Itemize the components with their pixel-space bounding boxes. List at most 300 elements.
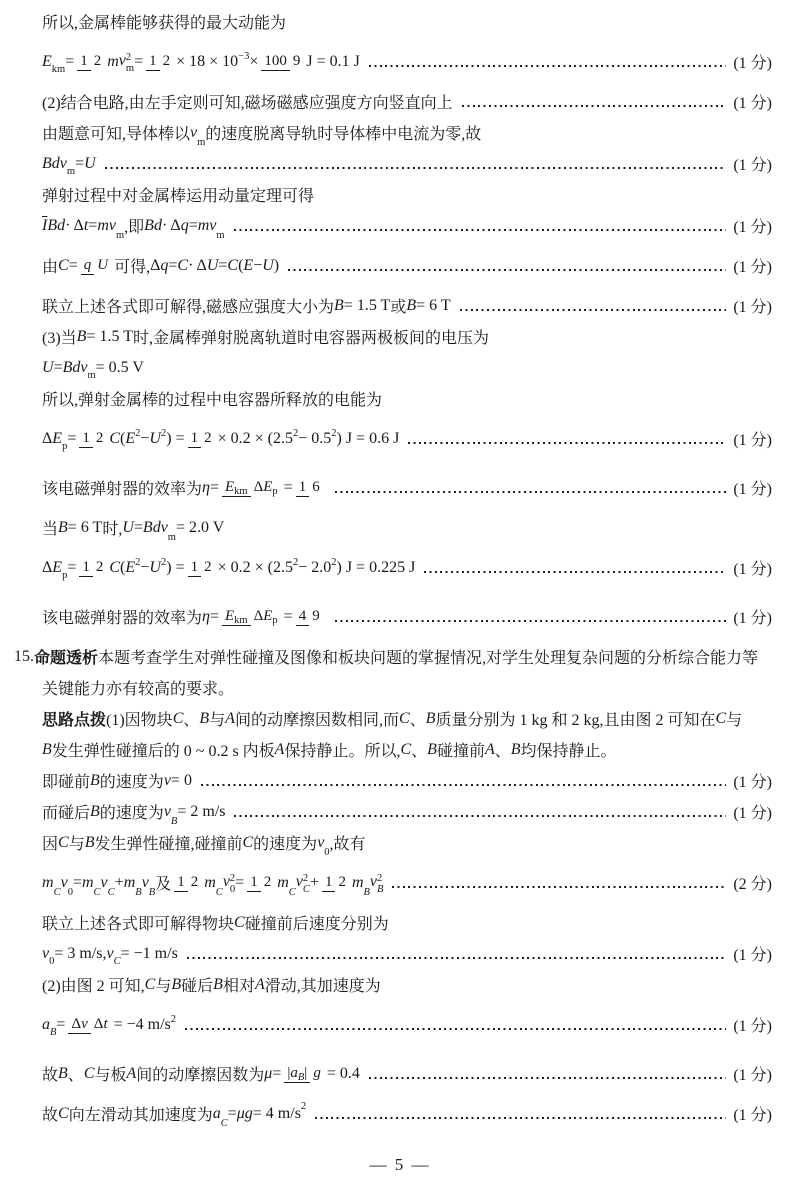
- math-fragment: B: [50, 1027, 57, 1038]
- math-fragment: m: [204, 873, 216, 891]
- line-solve-c-velocities-intro: [42, 907, 772, 938]
- math-fragment: m: [277, 873, 289, 891]
- math-fragment: B: [510, 740, 521, 758]
- math-fragment: B: [148, 887, 156, 898]
- math-fragment: B: [170, 816, 178, 827]
- math-fragment: = 6 T: [416, 296, 451, 314]
- score-badge: (1 分): [733, 947, 772, 964]
- math-fragment: B: [213, 975, 223, 993]
- text-fragment: 命题透析: [34, 650, 99, 667]
- math-fragment: ): [273, 256, 280, 274]
- math-fragment: 2: [170, 1014, 177, 1025]
- math-fragment: 100: [264, 53, 287, 69]
- line-u-05v: [42, 352, 772, 383]
- math-fragment: = 2 m/s: [177, 802, 226, 820]
- score-badge: (1 分): [733, 610, 772, 627]
- math-fragment: m: [115, 230, 125, 241]
- line-ab-acceleration: [42, 1000, 772, 1049]
- math-fragment: A: [225, 709, 235, 727]
- math-fragment: a: [290, 1065, 298, 1081]
- math-fragment: m: [81, 873, 94, 891]
- text-fragment: ,故有: [329, 836, 366, 853]
- text-fragment: 均保持静止。: [520, 743, 617, 760]
- math-fragment: C: [172, 709, 184, 727]
- text-fragment: 或: [390, 299, 407, 316]
- line-content: [42, 154, 96, 177]
- math-fragment: C: [109, 429, 121, 447]
- math-fragment: = 1.5 T: [86, 327, 133, 345]
- math-fragment: C: [83, 1064, 95, 1082]
- line-ac-acceleration: [42, 1098, 772, 1129]
- line-content: [42, 516, 225, 543]
- line-b6t-case: [42, 512, 772, 543]
- math-fragment: v: [42, 944, 50, 962]
- math-fragment: 0: [67, 887, 73, 898]
- line-part2-field-direction: [42, 86, 772, 117]
- line-ekm-formula: [42, 37, 772, 86]
- page-number: — 5 —: [369, 1155, 431, 1174]
- text-fragment: 滑动,其加速度为: [264, 978, 381, 995]
- math-fragment: B: [406, 296, 417, 314]
- math-fragment: B: [84, 833, 95, 851]
- math-fragment: ) =: [166, 429, 185, 447]
- math-fragment: v: [163, 771, 171, 789]
- text-fragment: 与: [726, 712, 743, 729]
- text-fragment: 时,: [102, 521, 123, 538]
- sub-sup-variable: v 2 0: [222, 873, 236, 895]
- text-fragment: 所以,金属棒能够获得的最大动能为: [42, 15, 287, 32]
- line-capacitance-relation: [42, 241, 772, 290]
- score-badge: (1 分): [733, 299, 772, 316]
- score-badge: (1 分): [733, 157, 772, 174]
- fraction: [68, 1015, 110, 1034]
- fraction: [146, 52, 173, 71]
- text-fragment: 发生弹性碰撞后的 0 ~ 0.2 s 内板: [51, 743, 275, 760]
- math-fragment: (: [120, 429, 126, 447]
- score-badge: (1 分): [733, 55, 772, 72]
- text-fragment: 与: [155, 978, 172, 995]
- math-fragment: km: [234, 615, 248, 627]
- math-fragment: |: [287, 1065, 291, 1081]
- math-fragment: m: [42, 873, 54, 891]
- math-fragment: 2: [135, 557, 141, 568]
- text-fragment: 所以,弹射金属棒的过程中电容器所释放的电能为: [42, 392, 383, 409]
- math-fragment: =: [227, 1104, 237, 1122]
- fraction: [296, 478, 323, 497]
- text-fragment: 的速度为: [253, 836, 318, 853]
- math-fragment: m: [216, 230, 225, 241]
- math-fragment: mv: [197, 216, 217, 234]
- math-fragment: Bdv: [142, 518, 168, 536]
- line-v-before-zero: [42, 765, 772, 796]
- line-released-energy-intro: [42, 383, 772, 414]
- fraction: [247, 873, 274, 892]
- math-fragment: p: [62, 441, 68, 452]
- line-content: [42, 800, 226, 827]
- line-content: [42, 605, 326, 628]
- text-fragment: (3)当: [42, 330, 77, 347]
- math-fragment: =: [134, 52, 144, 70]
- math-fragment: km: [51, 64, 66, 75]
- math-fragment: U: [206, 256, 219, 274]
- math-fragment: Bd: [144, 216, 162, 234]
- math-fragment: B: [135, 887, 142, 898]
- math-fragment: − 2.0: [298, 558, 332, 576]
- math-fragment: μg: [236, 1104, 253, 1122]
- math-fragment: C: [242, 833, 254, 851]
- math-fragment: 2: [95, 559, 104, 575]
- line-content: [42, 769, 192, 792]
- math-fragment: −3: [238, 51, 250, 62]
- math-fragment: m: [197, 137, 206, 148]
- math-fragment: m: [167, 532, 176, 543]
- score-badge: (2 分): [733, 876, 772, 893]
- math-fragment: = 0.5 V: [95, 358, 144, 376]
- text-fragment: 间的动摩擦因数为: [136, 1067, 265, 1084]
- line-content: [42, 358, 144, 381]
- text-fragment: 与: [209, 712, 226, 729]
- text-fragment: 及: [155, 876, 172, 893]
- text-fragment: 可得,: [114, 259, 151, 276]
- math-fragment: g: [313, 1065, 321, 1081]
- math-fragment: 2: [190, 874, 199, 890]
- fraction: [79, 429, 106, 448]
- math-fragment: U: [262, 256, 274, 274]
- text-fragment: (2)结合电路,由左手定则可知,磁场磁感应强度方向竖直向上: [42, 95, 453, 112]
- fraction: [261, 52, 303, 71]
- math-fragment: B: [171, 975, 182, 993]
- math-fragment: =: [209, 607, 219, 625]
- text-fragment: 向左滑动其加速度为: [68, 1107, 213, 1124]
- math-fragment: U: [149, 558, 161, 576]
- math-fragment: 1: [324, 874, 333, 890]
- math-fragment: B: [58, 518, 68, 536]
- math-fragment: =: [133, 518, 143, 536]
- math-fragment: ×: [249, 52, 259, 70]
- math-fragment: |: [304, 1065, 308, 1081]
- line-content: [42, 911, 389, 934]
- math-fragment: =: [56, 1015, 66, 1033]
- math-fragment: = 0.4: [326, 1064, 360, 1082]
- fraction: [79, 558, 106, 577]
- text-fragment: 间的动摩擦因数相同,而: [234, 712, 399, 729]
- math-fragment: =: [88, 216, 98, 234]
- text-fragment: 碰撞前后速度分别为: [244, 916, 389, 933]
- math-fragment: · Δ: [188, 256, 207, 274]
- text-fragment: 故: [42, 1107, 59, 1124]
- math-fragment: C: [227, 256, 239, 274]
- math-fragment: q: [160, 256, 169, 274]
- line-content: [42, 707, 742, 730]
- text-fragment: 的速度脱离导轨时导体棒中电流为零,故: [205, 126, 482, 143]
- fraction: [81, 256, 111, 275]
- text-fragment: (2)由图 2 可知,: [42, 978, 145, 995]
- math-fragment: 1: [80, 53, 88, 69]
- math-fragment: Δ: [253, 479, 264, 495]
- math-fragment: (: [238, 256, 244, 274]
- math-fragment: C: [215, 887, 223, 898]
- text-fragment: 思路点拨: [42, 712, 107, 729]
- math-fragment: 2: [160, 557, 167, 568]
- line-content: [42, 214, 225, 241]
- text-fragment: 联立上述各式即可解得,磁感应强度大小为: [42, 299, 335, 316]
- math-fragment: × 18 × 10: [176, 52, 239, 70]
- math-fragment: B: [425, 709, 436, 727]
- line-friction-coefficient: [42, 1049, 772, 1098]
- math-fragment: v: [106, 944, 114, 962]
- math-fragment: =: [218, 256, 228, 274]
- math-fragment: =: [68, 256, 78, 274]
- math-fragment: C: [288, 887, 296, 898]
- math-fragment: m: [107, 52, 119, 70]
- text-fragment: 质量分别为 1 kg 和 2 kg,且由图 2 可知在: [435, 712, 716, 729]
- fraction: [322, 873, 349, 892]
- math-fragment: B: [427, 740, 437, 758]
- text-fragment: 关键能力亦有较高的要求。: [42, 681, 235, 698]
- text-fragment: 、: [409, 712, 426, 729]
- line-content: [42, 10, 286, 33]
- fraction: [174, 873, 201, 892]
- math-fragment: U: [122, 518, 134, 536]
- math-fragment: E: [224, 608, 235, 624]
- math-fragment: C: [58, 256, 69, 274]
- math-fragment: J = 0.1 J: [306, 52, 360, 70]
- text-fragment: ,即: [124, 219, 145, 236]
- line-efficiency-four-ninths: [42, 592, 772, 641]
- text-fragment: 即碰前: [42, 774, 91, 791]
- math-fragment: p: [62, 570, 68, 581]
- math-fragment: 2: [95, 430, 104, 446]
- math-fragment: 2: [204, 559, 212, 575]
- math-fragment: v: [190, 123, 198, 141]
- math-fragment: 1: [190, 559, 199, 575]
- math-fragment: 2: [331, 557, 337, 568]
- math-fragment: C: [58, 833, 69, 851]
- text-fragment: 、: [494, 743, 511, 760]
- math-fragment: η: [202, 607, 210, 625]
- math-fragment: q: [180, 216, 189, 234]
- math-fragment: a: [42, 1015, 50, 1033]
- score-badge: (1 分): [733, 561, 772, 578]
- line-content: [14, 645, 758, 668]
- math-fragment: 2: [263, 874, 272, 890]
- math-fragment: 9: [292, 53, 301, 69]
- line-v0-vc-values: [42, 938, 772, 969]
- line-q15-analysis-1: [14, 641, 772, 672]
- math-fragment: 0: [324, 847, 330, 858]
- math-fragment: q: [83, 257, 92, 273]
- math-fragment: Bd: [47, 216, 66, 234]
- math-fragment: U: [149, 429, 161, 447]
- math-fragment: =: [53, 358, 63, 376]
- math-fragment: =: [72, 873, 82, 891]
- math-fragment: 1: [177, 874, 185, 890]
- math-fragment: −: [140, 558, 150, 576]
- math-fragment: 2: [204, 430, 212, 446]
- math-fragment: = 3 m/s,: [54, 944, 107, 962]
- text-fragment: 故: [42, 1067, 59, 1084]
- math-fragment: E: [263, 608, 273, 624]
- math-fragment: 2: [292, 428, 299, 439]
- math-fragment: Δ: [42, 558, 53, 576]
- math-fragment: 1: [250, 874, 258, 890]
- line-content: [42, 476, 326, 499]
- line-content: [42, 1101, 307, 1129]
- math-fragment: ) =: [166, 558, 185, 576]
- text-fragment: 发生弹性碰撞,碰撞前: [94, 836, 243, 853]
- math-fragment: U: [97, 257, 109, 273]
- math-fragment: =: [272, 1064, 282, 1082]
- line-q15-analysis-2: [42, 672, 772, 703]
- line-content: [42, 944, 178, 967]
- math-fragment: Δ: [150, 256, 161, 274]
- overline-variable: $\overline{I}$: [42, 216, 48, 234]
- math-fragment: =: [188, 216, 198, 234]
- math-fragment: B: [76, 327, 87, 345]
- math-fragment: Δ: [42, 429, 53, 447]
- math-fragment: Bdv: [42, 154, 67, 172]
- score-badge: (1 分): [733, 432, 772, 449]
- math-fragment: E: [125, 429, 136, 447]
- score-badge: (1 分): [733, 219, 772, 236]
- fraction: [296, 607, 323, 626]
- sub-sup-variable: v 2 m: [118, 52, 135, 74]
- score-badge: (1 分): [733, 1067, 772, 1084]
- fraction: [284, 1064, 323, 1083]
- math-fragment: Δ: [71, 1016, 82, 1032]
- math-fragment: 2: [300, 1101, 307, 1112]
- math-fragment: C: [109, 558, 121, 576]
- line-content: [42, 90, 453, 113]
- text-fragment: 、: [67, 1067, 84, 1084]
- math-fragment: =: [67, 558, 77, 576]
- line-content: [42, 738, 617, 761]
- math-fragment: C: [107, 887, 115, 898]
- text-fragment: 与: [68, 836, 85, 853]
- math-fragment: Δ: [93, 1016, 104, 1032]
- math-fragment: η: [202, 478, 210, 496]
- fraction: [222, 607, 281, 626]
- math-fragment: 2: [338, 874, 346, 890]
- text-fragment: 而碰后: [42, 805, 91, 822]
- line-content: [42, 51, 360, 75]
- math-fragment: 1: [82, 430, 90, 446]
- math-fragment: μ: [264, 1064, 273, 1082]
- math-fragment: C: [177, 256, 189, 274]
- fraction: [77, 52, 104, 71]
- math-fragment: A: [274, 740, 285, 758]
- line-content: [42, 831, 366, 858]
- line-efficiency-one-sixth: [42, 463, 772, 512]
- line-content: [42, 973, 381, 996]
- line-elastic-collision-intro: [42, 827, 772, 858]
- math-fragment: × 0.2 × (2.5: [217, 429, 293, 447]
- text-fragment: 该电磁弹射器的效率为: [42, 481, 203, 498]
- math-fragment: C: [53, 887, 61, 898]
- text-fragment: 联立上述各式即可解得物块: [42, 916, 235, 933]
- math-fragment: v: [60, 873, 68, 891]
- math-fragment: v: [81, 1016, 88, 1032]
- math-fragment: ) J = 0.225 J: [336, 558, 416, 576]
- math-fragment: −: [253, 256, 263, 274]
- math-fragment: mv: [97, 216, 116, 234]
- math-fragment: ) J = 0.6 J: [336, 429, 400, 447]
- math-fragment: 2: [292, 557, 299, 568]
- text-fragment: 相对: [222, 978, 255, 995]
- math-fragment: 0: [49, 955, 55, 967]
- math-fragment: B: [42, 740, 52, 758]
- math-fragment: C: [58, 1104, 69, 1122]
- math-fragment: E: [125, 558, 136, 576]
- math-fragment: v: [100, 873, 108, 891]
- text-fragment: 的速度为: [99, 805, 164, 822]
- math-fragment: B: [334, 296, 344, 314]
- line-content: [42, 183, 314, 206]
- line-delta-ep-06: [42, 414, 772, 463]
- line-q15-hints-2: [42, 734, 772, 765]
- math-fragment: t: [83, 216, 89, 234]
- sub-sup-variable: v 2 B: [369, 873, 384, 895]
- text-fragment: (1)因物块: [106, 712, 173, 729]
- math-fragment: A: [126, 1064, 137, 1082]
- score-badge: (1 分): [733, 259, 772, 276]
- math-fragment: C: [113, 955, 121, 967]
- math-fragment: B: [297, 1072, 305, 1084]
- math-fragment: U: [84, 154, 96, 172]
- text-fragment: 本题考查学生对弹性碰撞及图像和板块问题的掌握情况,对学生处理复杂问题的分析综合能力等: [98, 650, 759, 667]
- fraction: [188, 429, 215, 448]
- score-badge: (1 分): [733, 95, 772, 112]
- line-content: [42, 254, 279, 277]
- text-fragment: 、: [411, 743, 428, 760]
- math-fragment: = 1.5 T: [343, 296, 391, 314]
- math-fragment: 2: [162, 53, 171, 69]
- math-fragment: +: [309, 873, 319, 891]
- score-badge: (1 分): [733, 805, 772, 822]
- score-badge: (1 分): [733, 1107, 772, 1124]
- fraction: [222, 478, 281, 497]
- score-badge: (1 分): [733, 774, 772, 791]
- line-content: [42, 428, 400, 452]
- math-fragment: km: [234, 486, 248, 498]
- math-fragment: 15.: [14, 647, 34, 665]
- text-fragment: 碰撞前: [436, 743, 485, 760]
- math-fragment: E: [52, 558, 63, 576]
- math-fragment: E: [42, 52, 52, 70]
- math-fragment: C: [234, 913, 245, 931]
- math-fragment: 1: [149, 53, 157, 69]
- text-fragment: 碰后: [181, 978, 214, 995]
- score-badge: (1 分): [733, 1018, 772, 1035]
- line-part3-intro: [42, 321, 772, 352]
- math-fragment: p: [272, 486, 278, 498]
- line-content: [42, 871, 384, 898]
- math-fragment: 1: [190, 430, 199, 446]
- math-fragment: −: [140, 429, 150, 447]
- math-fragment: B: [90, 802, 100, 820]
- math-fragment: C: [398, 709, 410, 727]
- score-badge: (1 分): [733, 481, 772, 498]
- text-fragment: 弹射过程中对金属棒运用动量定理可得: [42, 188, 315, 205]
- text-fragment: 时,金属棒弹射脱离轨道时电容器两极板间的电压为: [132, 330, 489, 347]
- math-fragment: m: [351, 873, 364, 891]
- math-fragment: Δ: [253, 608, 264, 624]
- line-content: [42, 121, 482, 148]
- math-fragment: v: [141, 873, 149, 891]
- math-fragment: C: [220, 1118, 228, 1129]
- math-fragment: +: [114, 873, 124, 891]
- math-fragment: A: [254, 975, 265, 993]
